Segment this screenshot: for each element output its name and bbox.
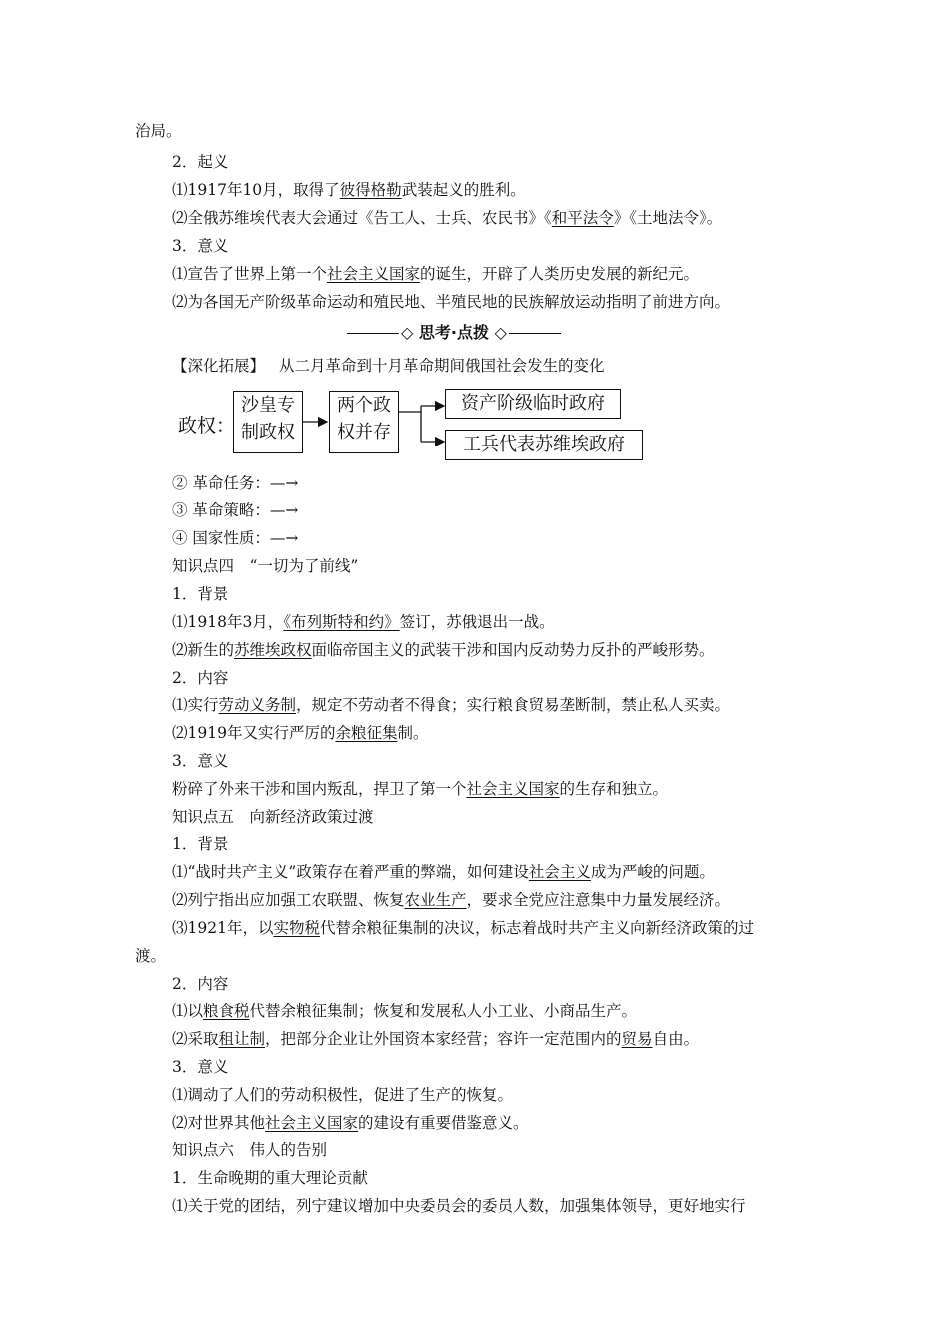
paragraph-continuation: 治局。 bbox=[135, 122, 182, 140]
diagram-arrows bbox=[301, 396, 447, 446]
banner-title: 思考·点拨 bbox=[418, 323, 489, 342]
k4-heading-significance: 3．意义 bbox=[172, 752, 229, 770]
k4-content-2: ⑵1919年又实行严厉的余粮征集制。 bbox=[172, 724, 429, 742]
knowledge-point-6: 知识点六 伟人的告别 bbox=[172, 1141, 328, 1159]
box-provisional-government: 资产阶级临时政府 bbox=[445, 389, 621, 419]
k5-significance-2: ⑵对世界其他社会主义国家的建设有重要借鉴意义。 bbox=[172, 1114, 529, 1132]
deep-expansion: 【深化拓展】 从二月革命到十月革命期间俄国社会发生的变化 bbox=[172, 357, 605, 375]
heading-significance: 3．意义 bbox=[172, 237, 229, 255]
k4-heading-background: 1．背景 bbox=[172, 585, 229, 603]
k5-content-1: ⑴以粮食税代替余粮征集制；恢复和发展私人小工业、小商品生产。 bbox=[172, 1002, 638, 1020]
k5-significance-1: ⑴调动了人们的劳动积极性，促进了生产的恢复。 bbox=[172, 1086, 514, 1104]
k5-heading-background: 1．背景 bbox=[172, 835, 229, 853]
k6-heading-contribution: 1．生命晚期的重大理论贡献 bbox=[172, 1169, 368, 1187]
uprising-item-1: ⑴1917年10月，取得了彼得格勒武装起义的胜利。 bbox=[172, 181, 526, 199]
heading-uprising: 2．起义 bbox=[172, 153, 229, 171]
knowledge-point-4: 知识点四 “一切为了前线” bbox=[172, 557, 359, 575]
k6-contribution-1: ⑴关于党的团结，列宁建议增加中央委员会的委员人数，加强集体领导，更好地实行 bbox=[172, 1197, 746, 1215]
k5-heading-content: 2．内容 bbox=[172, 975, 229, 993]
k4-content-1: ⑴实行劳动义务制，规定不劳动者不得食；实行粮食贸易垄断制，禁止私人买卖。 bbox=[172, 696, 731, 714]
k5-background-2: ⑵列宁指出应加强工农联盟、恢复农业生产，要求全党应注意集中力量发展经济。 bbox=[172, 891, 731, 909]
banner-rule-right bbox=[509, 333, 561, 334]
box-tsarist-regime: 沙皇专 制政权 bbox=[233, 391, 303, 453]
list-item-task: ② 革命任务：—→ bbox=[172, 474, 299, 492]
list-item-strategy: ③ 革命策略：—→ bbox=[172, 501, 299, 519]
k4-significance-1: 粉碎了外来干涉和国内叛乱，捍卫了第一个社会主义国家的生存和独立。 bbox=[172, 780, 669, 798]
knowledge-point-5: 知识点五 向新经济政策过渡 bbox=[172, 808, 374, 826]
box-soviet-government: 工兵代表苏维埃政府 bbox=[445, 430, 643, 460]
k5-heading-significance: 3．意义 bbox=[172, 1058, 229, 1076]
k5-background-3-cont: 渡。 bbox=[135, 947, 167, 965]
diagram-label: 政权： bbox=[178, 415, 236, 437]
uprising-item-2: ⑵全俄苏维埃代表大会通过《告工人、士兵、农民书》《和平法令》《土地法令》。 bbox=[172, 209, 723, 227]
think-banner bbox=[345, 323, 563, 343]
k4-heading-content: 2．内容 bbox=[172, 669, 229, 687]
k4-background-2: ⑵新生的苏维埃政权面临帝国主义的武装干涉和国内反动势力反扑的严峻形势。 bbox=[172, 641, 715, 659]
k5-background-1: ⑴“战时共产主义”政策存在着严重的弊端，如何建设社会主义成为严峻的问题。 bbox=[172, 863, 715, 881]
k5-content-2: ⑵采取租让制，把部分企业让外国资本家经营；容许一定范围内的贸易自由。 bbox=[172, 1030, 700, 1048]
significance-item-2: ⑵为各国无产阶级革命运动和殖民地、半殖民地的民族解放运动指明了前进方向。 bbox=[172, 293, 731, 311]
k5-background-3: ⑶1921年，以实物税代替余粮征集制的决议，标志着战时共产主义向新经济政策的过 bbox=[172, 919, 754, 937]
significance-item-1: ⑴宣告了世界上第一个社会主义国家的诞生，开辟了人类历史发展的新纪元。 bbox=[172, 265, 700, 283]
box-dual-power: 两个政 权并存 bbox=[329, 391, 399, 453]
diamond-icon: ◇ bbox=[494, 323, 507, 342]
k4-background-1: ⑴1918年3月，《布列斯特和约》签订，苏俄退出一战。 bbox=[172, 613, 555, 631]
list-item-nature: ④ 国家性质：—→ bbox=[172, 529, 299, 547]
banner-rule-left bbox=[347, 333, 399, 334]
diamond-icon: ◇ bbox=[401, 323, 414, 342]
